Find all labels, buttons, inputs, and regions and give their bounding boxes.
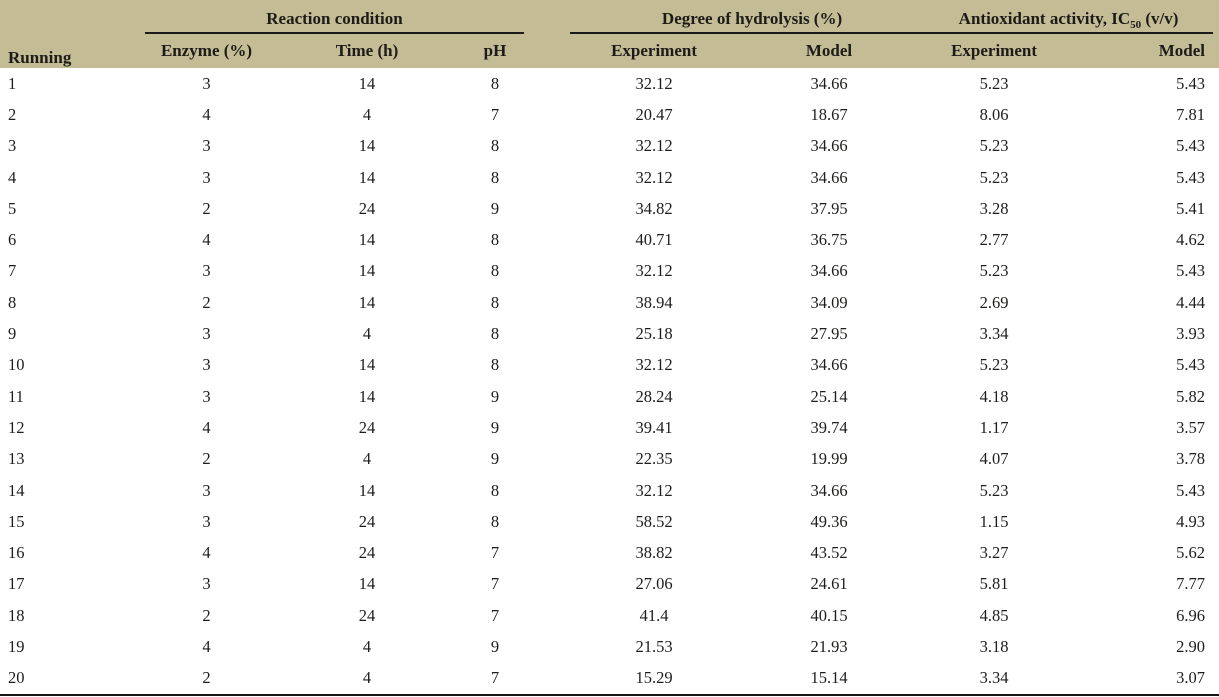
- cell-ph: 7: [466, 569, 524, 600]
- cell-enzyme: 4: [145, 99, 268, 130]
- cell-ph: 9: [466, 193, 524, 224]
- cell-aa-experiment: 3.27: [874, 537, 1114, 568]
- group-label-degree-of-hydrolysis: Degree of hydrolysis (%): [661, 9, 843, 28]
- table-row: [0, 600, 1219, 631]
- subheader-enzyme: Enzyme (%): [160, 41, 253, 60]
- cell-dh-model: 43.52: [784, 537, 874, 568]
- table-row: [0, 287, 1219, 318]
- cell-enzyme: 3: [145, 256, 268, 287]
- cell-aa-experiment: 5.23: [874, 68, 1114, 99]
- cell-aa-experiment: 1.15: [874, 506, 1114, 537]
- cell-aa-experiment: 5.23: [874, 350, 1114, 381]
- cell-dh-model: 19.99: [784, 444, 874, 475]
- table-row: [0, 318, 1219, 349]
- cell-aa-model: 5.41: [1114, 193, 1219, 224]
- cell-dh-experiment: 39.41: [524, 412, 784, 443]
- cell-dh-model: 34.66: [784, 475, 874, 506]
- cell-time: 14: [268, 350, 466, 381]
- cell-time: 4: [268, 663, 466, 695]
- cell-dh-experiment: 22.35: [524, 444, 784, 475]
- cell-time: 4: [268, 99, 466, 130]
- table-row: [0, 444, 1219, 475]
- cell-time: 24: [268, 506, 466, 537]
- cell-enzyme: 3: [145, 381, 268, 412]
- cell-aa-model: 5.82: [1114, 381, 1219, 412]
- cell-ph: 7: [466, 663, 524, 695]
- cell-enzyme: 3: [145, 475, 268, 506]
- cell-ph: 8: [466, 287, 524, 318]
- ic50-subscript: 50: [1130, 19, 1142, 31]
- cell-enzyme: 4: [145, 224, 268, 255]
- table-row: [0, 537, 1219, 568]
- cell-aa-experiment: 5.23: [874, 475, 1114, 506]
- cell-dh-model: 34.09: [784, 287, 874, 318]
- cell-time: 14: [268, 68, 466, 99]
- cell-ph: 9: [466, 444, 524, 475]
- cell-aa-model: 5.43: [1114, 162, 1219, 193]
- table-row: [0, 131, 1219, 162]
- cell-running: 15: [0, 506, 145, 537]
- cell-running: 5: [0, 193, 145, 224]
- cell-aa-experiment: 3.34: [874, 318, 1114, 349]
- cell-enzyme: 2: [145, 663, 268, 695]
- cell-aa-model: 5.43: [1114, 68, 1219, 99]
- subheader-dh-model: Model: [805, 41, 853, 60]
- cell-ph: 8: [466, 475, 524, 506]
- cell-aa-experiment: 4.85: [874, 600, 1114, 631]
- cell-running: 6: [0, 224, 145, 255]
- cell-time: 14: [268, 162, 466, 193]
- cell-ph: 8: [466, 162, 524, 193]
- cell-running: 4: [0, 162, 145, 193]
- cell-enzyme: 3: [145, 131, 268, 162]
- cell-dh-model: 34.66: [784, 350, 874, 381]
- subheader-ph: pH: [483, 41, 507, 60]
- cell-running: 2: [0, 99, 145, 130]
- cell-aa-model: 6.96: [1114, 600, 1219, 631]
- group-header-degree-of-hydrolysis: [524, 0, 874, 34]
- cell-time: 4: [268, 318, 466, 349]
- cell-dh-experiment: 41.4: [524, 600, 784, 631]
- cell-aa-model: 4.62: [1114, 224, 1219, 255]
- cell-running: 13: [0, 444, 145, 475]
- cell-time: 14: [268, 256, 466, 287]
- table-row: [0, 663, 1219, 695]
- cell-ph: 8: [466, 68, 524, 99]
- cell-ph: 7: [466, 600, 524, 631]
- cell-dh-model: 18.67: [784, 99, 874, 130]
- cell-aa-experiment: 5.81: [874, 569, 1114, 600]
- cell-dh-experiment: 32.12: [524, 131, 784, 162]
- cell-dh-experiment: 15.29: [524, 663, 784, 695]
- cell-running: 16: [0, 537, 145, 568]
- cell-time: 24: [268, 600, 466, 631]
- cell-running: 9: [0, 318, 145, 349]
- cell-aa-experiment: 5.23: [874, 256, 1114, 287]
- cell-aa-model: 4.93: [1114, 506, 1219, 537]
- cell-aa-experiment: 2.69: [874, 287, 1114, 318]
- cell-enzyme: 4: [145, 537, 268, 568]
- cell-aa-experiment: 5.23: [874, 131, 1114, 162]
- cell-aa-experiment: 8.06: [874, 99, 1114, 130]
- cell-running: 18: [0, 600, 145, 631]
- cell-dh-experiment: 21.53: [524, 631, 784, 662]
- cell-dh-model: 21.93: [784, 631, 874, 662]
- cell-dh-experiment: 32.12: [524, 162, 784, 193]
- cell-dh-model: 25.14: [784, 381, 874, 412]
- cell-aa-model: 5.43: [1114, 350, 1219, 381]
- cell-time: 24: [268, 412, 466, 443]
- cell-time: 14: [268, 381, 466, 412]
- cell-running: 11: [0, 381, 145, 412]
- cell-dh-experiment: 28.24: [524, 381, 784, 412]
- group-label-antioxidant-suffix: (v/v): [1141, 9, 1179, 28]
- table-row: [0, 506, 1219, 537]
- cell-dh-experiment: 32.12: [524, 256, 784, 287]
- cell-time: 24: [268, 537, 466, 568]
- table-row: [0, 350, 1219, 381]
- cell-aa-model: 4.44: [1114, 287, 1219, 318]
- cell-time: 4: [268, 444, 466, 475]
- cell-dh-model: 15.14: [784, 663, 874, 695]
- cell-dh-model: 34.66: [784, 162, 874, 193]
- cell-ph: 7: [466, 537, 524, 568]
- cell-dh-model: 39.74: [784, 412, 874, 443]
- cell-ph: 9: [466, 631, 524, 662]
- cell-dh-experiment: 32.12: [524, 350, 784, 381]
- cell-enzyme: 3: [145, 350, 268, 381]
- cell-aa-model: 3.07: [1114, 663, 1219, 695]
- cell-dh-model: 27.95: [784, 318, 874, 349]
- cell-running: 8: [0, 287, 145, 318]
- cell-enzyme: 3: [145, 68, 268, 99]
- cell-aa-experiment: 4.07: [874, 444, 1114, 475]
- cell-dh-model: 34.66: [784, 256, 874, 287]
- header-running: Running: [8, 48, 72, 67]
- cell-running: 19: [0, 631, 145, 662]
- table-row: [0, 412, 1219, 443]
- table-row: [0, 256, 1219, 287]
- cell-running: 12: [0, 412, 145, 443]
- group-header-row: [0, 0, 1219, 34]
- table-row: [0, 162, 1219, 193]
- cell-dh-experiment: 27.06: [524, 569, 784, 600]
- cell-dh-model: 37.95: [784, 193, 874, 224]
- cell-dh-model: 34.66: [784, 131, 874, 162]
- table-row: [0, 68, 1219, 99]
- cell-aa-model: 3.78: [1114, 444, 1219, 475]
- cell-running: 17: [0, 569, 145, 600]
- cell-enzyme: 2: [145, 444, 268, 475]
- subheader-dh-experiment: Experiment: [611, 41, 697, 60]
- cell-aa-experiment: 3.28: [874, 193, 1114, 224]
- cell-enzyme: 4: [145, 631, 268, 662]
- cell-ph: 8: [466, 131, 524, 162]
- cell-time: 24: [268, 193, 466, 224]
- cell-running: 20: [0, 663, 145, 695]
- cell-dh-model: 36.75: [784, 224, 874, 255]
- cell-time: 4: [268, 631, 466, 662]
- cell-enzyme: 3: [145, 506, 268, 537]
- cell-aa-model: 7.77: [1114, 569, 1219, 600]
- cell-ph: 8: [466, 506, 524, 537]
- cell-dh-model: 49.36: [784, 506, 874, 537]
- cell-aa-experiment: 2.77: [874, 224, 1114, 255]
- cell-enzyme: 2: [145, 600, 268, 631]
- subheader-time: Time (h): [335, 41, 399, 60]
- group-header-reaction-condition: [145, 0, 524, 34]
- cell-dh-experiment: 40.71: [524, 224, 784, 255]
- cell-running: 1: [0, 68, 145, 99]
- cell-dh-experiment: 58.52: [524, 506, 784, 537]
- sub-header-row: [0, 34, 1219, 68]
- cell-enzyme: 2: [145, 287, 268, 318]
- cell-aa-experiment: 3.18: [874, 631, 1114, 662]
- subheader-aa-experiment: Experiment: [951, 41, 1037, 60]
- cell-aa-model: 2.90: [1114, 631, 1219, 662]
- cell-aa-experiment: 1.17: [874, 412, 1114, 443]
- cell-dh-experiment: 25.18: [524, 318, 784, 349]
- table-body: [0, 68, 1219, 695]
- table-row: [0, 381, 1219, 412]
- cell-ph: 8: [466, 318, 524, 349]
- table-row: [0, 569, 1219, 600]
- cell-aa-model: 7.81: [1114, 99, 1219, 130]
- group-header-antioxidant-activity: [874, 0, 1219, 34]
- cell-aa-experiment: 3.34: [874, 663, 1114, 695]
- cell-dh-experiment: 38.82: [524, 537, 784, 568]
- cell-aa-model: 5.43: [1114, 131, 1219, 162]
- cell-time: 14: [268, 224, 466, 255]
- cell-enzyme: 3: [145, 318, 268, 349]
- cell-running: 14: [0, 475, 145, 506]
- cell-aa-model: 3.93: [1114, 318, 1219, 349]
- cell-time: 14: [268, 475, 466, 506]
- cell-dh-model: 24.61: [784, 569, 874, 600]
- table-row: [0, 475, 1219, 506]
- cell-dh-model: 40.15: [784, 600, 874, 631]
- cell-time: 14: [268, 569, 466, 600]
- cell-dh-model: 34.66: [784, 68, 874, 99]
- cell-enzyme: 3: [145, 569, 268, 600]
- cell-ph: 9: [466, 381, 524, 412]
- cell-dh-experiment: 32.12: [524, 68, 784, 99]
- cell-ph: 8: [466, 224, 524, 255]
- cell-dh-experiment: 34.82: [524, 193, 784, 224]
- cell-aa-model: 5.43: [1114, 256, 1219, 287]
- cell-ph: 9: [466, 412, 524, 443]
- group-label-reaction-condition: Reaction condition: [266, 9, 403, 28]
- cell-aa-model: 3.57: [1114, 412, 1219, 443]
- table-row: [0, 224, 1219, 255]
- cell-aa-model: 5.43: [1114, 475, 1219, 506]
- cell-ph: 8: [466, 350, 524, 381]
- cell-aa-experiment: 5.23: [874, 162, 1114, 193]
- cell-enzyme: 2: [145, 193, 268, 224]
- cell-running: 3: [0, 131, 145, 162]
- cell-time: 14: [268, 131, 466, 162]
- cell-enzyme: 3: [145, 162, 268, 193]
- table-header: [0, 0, 1219, 68]
- cell-ph: 8: [466, 256, 524, 287]
- cell-dh-experiment: 32.12: [524, 475, 784, 506]
- cell-enzyme: 4: [145, 412, 268, 443]
- cell-running: 7: [0, 256, 145, 287]
- cell-time: 14: [268, 287, 466, 318]
- cell-ph: 7: [466, 99, 524, 130]
- group-label-antioxidant-prefix: Antioxidant activity, IC: [958, 9, 1131, 28]
- subheader-aa-model: Model: [1158, 41, 1206, 60]
- table-row: [0, 193, 1219, 224]
- cell-dh-experiment: 20.47: [524, 99, 784, 130]
- table-row: [0, 631, 1219, 662]
- cell-running: 10: [0, 350, 145, 381]
- cell-aa-model: 5.62: [1114, 537, 1219, 568]
- table-row: [0, 99, 1219, 130]
- cell-dh-experiment: 38.94: [524, 287, 784, 318]
- cell-aa-experiment: 4.18: [874, 381, 1114, 412]
